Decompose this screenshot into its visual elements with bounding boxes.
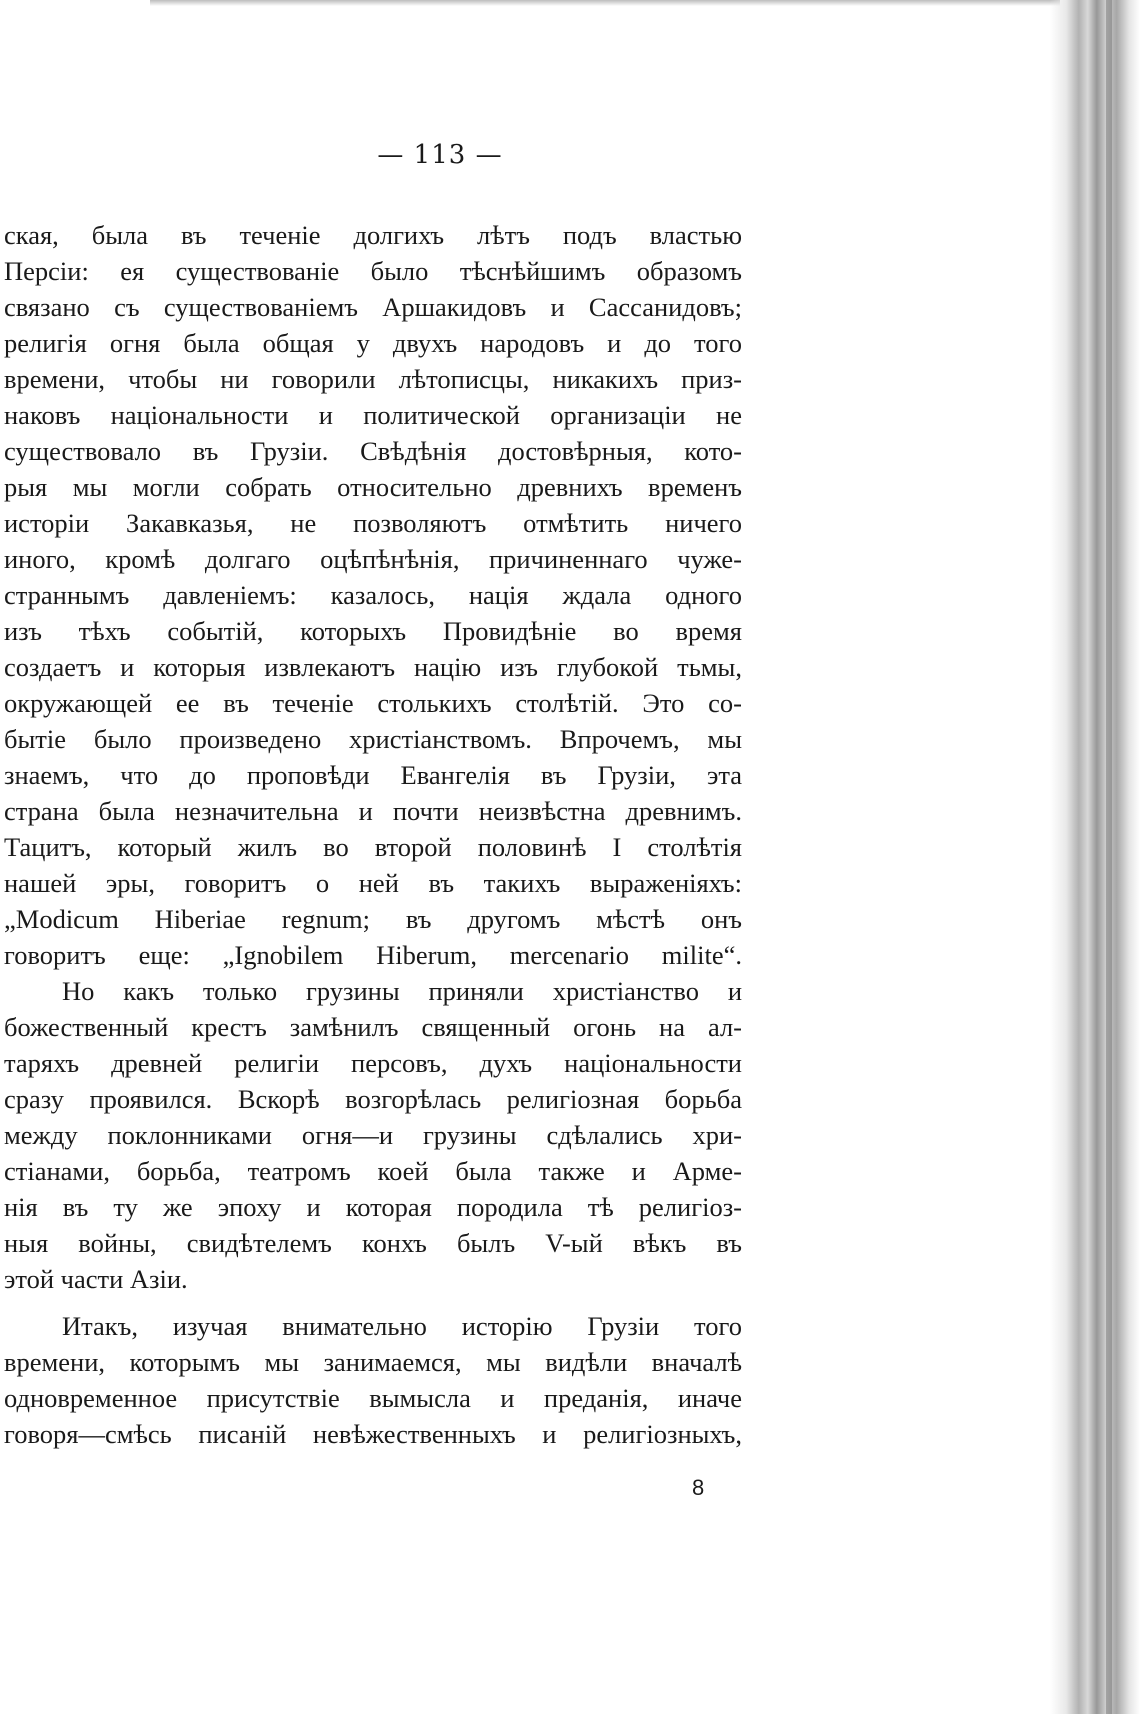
text-line: говоритъ еще: „Ignobilem Hiberum, mercenario milite“. [4, 940, 742, 970]
text-line: наковъ національности и политической организаціи не [4, 400, 742, 430]
text-line: иного, кромѣ долгаго оцѣпѣнѣнія, причиненнаго чуже- [4, 544, 742, 574]
text-line: стіанами, борьба, театромъ коей была также и Арме- [4, 1156, 742, 1186]
text-line: Итакъ, изучая внимательно исторію Грузіи того [62, 1311, 742, 1341]
text-line: времени, которымъ мы занимаемся, мы видѣли вначалѣ [4, 1347, 742, 1377]
text-line: религія огня была общая у двухъ народовъ и до того [4, 328, 742, 358]
text-line: Персіи: ея существованіе было тѣснѣйшимъ образомъ [4, 256, 742, 286]
scan-top-edge [150, 0, 1060, 6]
text-line: создаетъ и которыя извлекаютъ націю изъ глубокой тьмы, [4, 652, 742, 682]
text-line: нія въ ту же эпоху и которая породила тѣ религіоз- [4, 1192, 742, 1222]
book-gutter-shadow [1050, 0, 1140, 1714]
text-line: таряхъ древней религіи персовъ, духъ національности [4, 1048, 742, 1078]
text-line: сразу проявился. Вскорѣ возгорѣлась религіозная борьба [4, 1084, 742, 1114]
text-line: исторіи Закавказья, не позволяютъ отмѣтить ничего [4, 508, 742, 538]
paragraph-1 [4, 217, 742, 973]
text-line: ская, была въ теченіе долгихъ лѣтъ подъ властью [4, 220, 742, 250]
text-line: страннымъ давленіемъ: казалось, нація ждала одного [4, 580, 742, 610]
text-line: связано съ существованіемъ Аршакидовъ и Сассанидовъ; [4, 292, 742, 322]
text-line: Тацитъ, который жилъ во второй половинѣ I столѣтія [4, 832, 742, 862]
paragraph-2 [4, 973, 742, 1297]
text-line: Но какъ только грузины приняли христіанство и [62, 976, 742, 1006]
text-line: знаемъ, что до проповѣди Евангелія въ Грузіи, эта [4, 760, 742, 790]
text-line: говоря—смѣсь писаній невѣжественныхъ и религіозныхъ, [4, 1419, 742, 1449]
paragraph-gap [4, 1297, 742, 1308]
text-line: рыя мы могли собрать относительно древнихъ временъ [4, 472, 742, 502]
gutter-streak [1106, 0, 1112, 1714]
text-line: одновременное присутствіе вымысла и преданія, иначе [4, 1383, 742, 1413]
text-line: окружающей ее въ теченіе столькихъ столѣтій. Это со- [4, 688, 742, 718]
page-number-header: — 113 — [377, 140, 503, 170]
text-line: „Modicum Hiberiae regnum; въ другомъ мѣстѣ онъ [4, 904, 742, 934]
printer-signature-mark: 8 [692, 1475, 705, 1500]
text-line: времени, чтобы ни говорили лѣтописцы, никакихъ приз- [4, 364, 742, 394]
text-line: между поклонниками огня—и грузины сдѣлались хри- [4, 1120, 742, 1150]
text-line: бытіе было произведено христіанствомъ. Впрочемъ, мы [4, 724, 742, 754]
text-line: существовало въ Грузіи. Свѣдѣнія достовѣрныя, кото- [4, 436, 742, 466]
text-line: страна была незначительна и почти неизвѣстна древнимъ. [4, 796, 742, 826]
text-line: нашей эры, говоритъ о ней въ такихъ выраженіяхъ: [4, 868, 742, 898]
paragraph-3 [4, 1308, 742, 1452]
text-line: ныя войны, свидѣтелемъ конхъ былъ V-ый вѣкъ въ [4, 1228, 742, 1258]
text-line: изъ тѣхъ событій, которыхъ Провидѣніе во время [4, 616, 742, 646]
text-line: божественный крестъ замѣнилъ священный огонь на ал- [4, 1012, 742, 1042]
text-line: этой части Азіи. [4, 1264, 188, 1294]
body-text [4, 217, 742, 1452]
